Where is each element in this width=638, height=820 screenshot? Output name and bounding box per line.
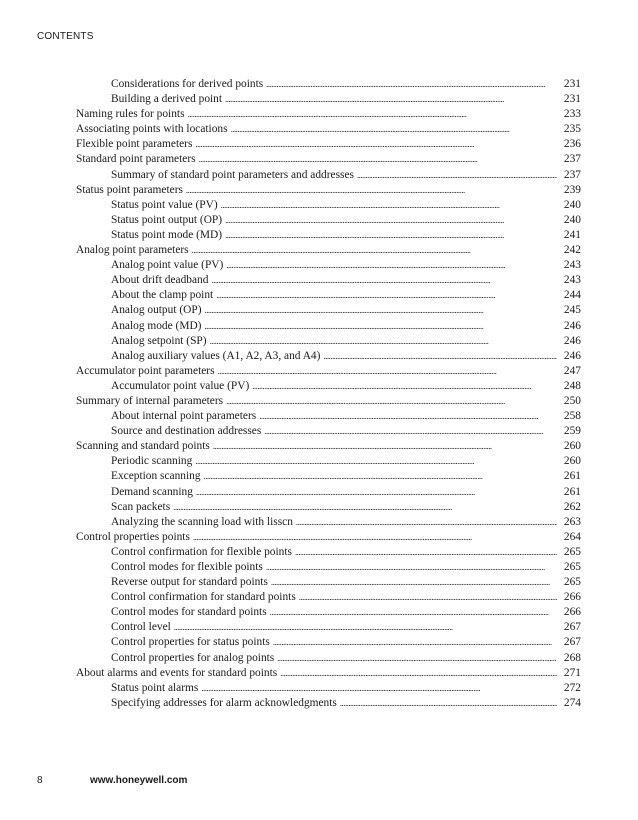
toc-entry-page-number[interactable]: 245	[563, 304, 581, 317]
toc-dot-leader	[225, 213, 557, 228]
toc-entry[interactable]	[76, 409, 581, 424]
toc-entry[interactable]	[76, 530, 581, 545]
toc-entry-title[interactable]: Considerations for derived points	[111, 78, 264, 90]
toc-entry-page-number[interactable]: 241	[563, 228, 581, 241]
toc-entry-title[interactable]: Analog point parameters	[76, 244, 189, 257]
toc-entry-page-number[interactable]: 250	[563, 394, 581, 407]
toc-entry-page-number[interactable]: 244	[563, 289, 581, 302]
toc-entry-title[interactable]: Analyzing the scanning load with lisscn	[111, 515, 293, 528]
toc-dot-leader	[277, 651, 557, 666]
toc-dot-leader	[216, 288, 557, 303]
toc-entry-page-number[interactable]: 233	[563, 108, 581, 121]
toc-entry-page-number[interactable]: 237	[563, 153, 581, 166]
toc-dot-leader	[252, 379, 557, 394]
toc-entry[interactable]	[76, 183, 581, 198]
toc-entry[interactable]	[76, 620, 581, 635]
toc-entry-title[interactable]: Summary of standard point parameters and addresses	[111, 168, 354, 181]
toc-dot-leader	[299, 590, 557, 605]
toc-entry[interactable]	[76, 590, 581, 605]
toc-entry-page-number[interactable]: 266	[563, 606, 581, 619]
toc-entry-page-number[interactable]: 247	[563, 364, 581, 377]
toc-dot-leader	[340, 696, 557, 711]
toc-entry-page-number[interactable]: 231	[563, 78, 581, 90]
toc-entry-page-number[interactable]: 267	[563, 621, 581, 634]
toc-entry[interactable]	[76, 515, 581, 530]
toc-entry[interactable]	[76, 485, 581, 500]
toc-entry-title[interactable]: Accumulator point parameters	[76, 364, 215, 377]
toc-entry-page-number[interactable]: 261	[563, 485, 581, 498]
toc-entry-title[interactable]: Naming rules for points	[76, 108, 185, 121]
toc-entry-title[interactable]: Analog point value (PV)	[111, 259, 224, 272]
footer-website-link[interactable]: www.honeywell.com	[90, 775, 188, 786]
toc-entry[interactable]	[76, 349, 581, 364]
toc-entry[interactable]	[76, 334, 581, 349]
toc-dot-leader	[226, 394, 557, 409]
toc-entry[interactable]	[76, 77, 581, 92]
toc-dot-leader	[225, 228, 557, 243]
toc-entry-title[interactable]: About the clamp point	[111, 289, 214, 302]
toc-entry[interactable]	[76, 258, 581, 273]
toc-dot-leader	[218, 364, 557, 379]
toc-dot-leader	[195, 137, 557, 152]
toc-dot-leader	[213, 439, 557, 454]
toc-dot-leader	[259, 409, 557, 424]
toc-dot-leader	[186, 183, 557, 198]
toc-entry-title[interactable]: Control modes for flexible points	[111, 561, 263, 573]
toc-entry[interactable]	[76, 560, 581, 575]
toc-dot-leader	[210, 334, 557, 349]
toc-entry-page-number[interactable]: 240	[563, 198, 581, 211]
table-of-contents	[76, 77, 581, 711]
toc-entry[interactable]	[76, 394, 581, 409]
toc-entry-title[interactable]: Reverse output for standard points	[111, 576, 268, 589]
toc-entry-title[interactable]: Control properties points	[76, 530, 190, 543]
toc-entry[interactable]	[76, 681, 581, 696]
toc-entry-page-number[interactable]: 274	[563, 696, 581, 709]
toc-entry-title[interactable]: Control level	[111, 621, 171, 634]
toc-dot-leader	[174, 620, 557, 635]
toc-entry-title[interactable]: Control confirmation for standard points	[111, 591, 296, 604]
toc-entry[interactable]	[76, 107, 581, 122]
toc-entry-title[interactable]: Analog output (OP)	[111, 304, 202, 317]
toc-entry-page-number[interactable]: 239	[563, 183, 581, 196]
toc-entry[interactable]	[76, 439, 581, 454]
toc-entry-title[interactable]: Status point output (OP)	[111, 213, 223, 226]
toc-entry-page-number[interactable]: 268	[563, 651, 581, 664]
toc-entry[interactable]	[76, 122, 581, 137]
toc-entry-title[interactable]: Control confirmation for flexible points	[111, 545, 292, 558]
toc-entry-page-number[interactable]: 237	[563, 168, 581, 181]
toc-dot-leader	[225, 92, 557, 107]
toc-entry-title[interactable]: Analog auxiliary values (A1, A2, A3, and A4)	[111, 349, 321, 362]
toc-entry[interactable]	[76, 137, 581, 152]
toc-entry[interactable]	[76, 469, 581, 484]
toc-entry[interactable]	[76, 635, 581, 650]
toc-entry-page-number[interactable]: 258	[563, 410, 581, 423]
toc-entry-title[interactable]: Building a derived point	[111, 93, 223, 106]
toc-entry-page-number[interactable]: 272	[563, 681, 581, 694]
toc-entry[interactable]	[76, 319, 581, 334]
toc-dot-leader	[192, 243, 557, 258]
toc-entry-page-number[interactable]: 242	[563, 244, 581, 257]
toc-entry-page-number[interactable]: 236	[563, 138, 581, 151]
page-header	[37, 31, 94, 42]
toc-entry-title[interactable]: Status point value (PV)	[111, 198, 218, 211]
toc-entry-title[interactable]: Status point parameters	[76, 183, 183, 196]
toc-entry-title[interactable]: Standard point parameters	[76, 153, 196, 166]
toc-entry[interactable]	[76, 152, 581, 167]
toc-dot-leader	[199, 152, 557, 167]
toc-entry-title[interactable]: Status point alarms	[111, 681, 199, 694]
toc-dot-leader	[273, 635, 557, 650]
toc-entry[interactable]	[76, 424, 581, 439]
toc-entry-page-number[interactable]: 248	[563, 379, 581, 392]
toc-dot-leader	[204, 319, 557, 334]
toc-entry-page-number[interactable]: 259	[563, 425, 581, 438]
toc-entry-page-number[interactable]: 266	[563, 591, 581, 604]
toc-entry-page-number[interactable]: 260	[563, 440, 581, 453]
toc-entry-title[interactable]: Analog mode (MD)	[111, 319, 202, 332]
toc-dot-leader	[266, 560, 557, 575]
toc-entry-title[interactable]: Accumulator point value (PV)	[111, 379, 250, 392]
toc-dot-leader	[226, 258, 557, 273]
toc-entry[interactable]	[76, 666, 581, 681]
toc-entry[interactable]	[76, 228, 581, 243]
toc-entry-page-number[interactable]: 262	[563, 500, 581, 513]
toc-entry[interactable]	[76, 213, 581, 228]
toc-entry[interactable]	[76, 92, 581, 107]
toc-entry-title[interactable]: Summary of internal parameters	[76, 394, 224, 407]
toc-entry[interactable]	[76, 303, 581, 318]
toc-entry-page-number[interactable]: 260	[563, 455, 581, 468]
toc-dot-leader	[193, 530, 557, 545]
toc-dot-leader	[270, 605, 557, 620]
toc-entry-title[interactable]: About alarms and events for standard points	[76, 666, 278, 679]
toc-dot-leader	[195, 454, 557, 469]
toc-entry-title[interactable]: Source and destination addresses	[111, 425, 262, 438]
toc-dot-leader	[357, 168, 557, 183]
toc-entry[interactable]	[76, 288, 581, 303]
toc-entry-page-number[interactable]: 243	[563, 259, 581, 272]
toc-entry[interactable]	[76, 696, 581, 711]
toc-entry-page-number[interactable]: 243	[563, 274, 581, 287]
toc-dot-leader	[211, 273, 557, 288]
toc-entry-page-number[interactable]: 265	[563, 576, 581, 589]
toc-entry-page-number[interactable]: 264	[563, 530, 581, 543]
toc-entry-title[interactable]: Demand scanning	[111, 485, 193, 498]
toc-entry-title[interactable]: Flexible point parameters	[76, 138, 193, 151]
toc-dot-leader	[231, 122, 557, 137]
toc-dot-leader	[205, 303, 558, 318]
toc-entry-page-number[interactable]: 246	[563, 319, 581, 332]
section-title: CONTENTS	[37, 31, 94, 42]
toc-entry-page-number[interactable]: 246	[563, 334, 581, 347]
toc-entry-title[interactable]: Specifying addresses for alarm acknowledgments	[111, 696, 337, 709]
toc-dot-leader	[266, 77, 557, 92]
toc-dot-leader	[323, 349, 557, 364]
toc-dot-leader	[221, 198, 557, 213]
toc-entry-title[interactable]: Exception scanning	[111, 470, 201, 483]
toc-dot-leader	[296, 515, 557, 530]
toc-entry[interactable]	[76, 545, 581, 560]
toc-entry-page-number[interactable]: 265	[563, 561, 581, 573]
toc-entry-page-number[interactable]: 240	[563, 213, 581, 226]
toc-dot-leader	[204, 469, 557, 484]
toc-entry-title[interactable]: About drift deadband	[111, 274, 209, 287]
toc-entry-page-number[interactable]: 261	[563, 470, 581, 483]
toc-entry[interactable]	[76, 198, 581, 213]
toc-entry[interactable]	[76, 168, 581, 183]
toc-entry-page-number[interactable]: 263	[563, 515, 581, 528]
toc-dot-leader	[264, 424, 557, 439]
toc-entry[interactable]	[76, 273, 581, 288]
toc-dot-leader	[295, 545, 557, 560]
toc-dot-leader	[173, 500, 557, 515]
toc-entry[interactable]	[76, 379, 581, 394]
toc-entry-page-number[interactable]: 235	[563, 123, 581, 136]
toc-entry[interactable]	[76, 575, 581, 590]
toc-entry-page-number[interactable]: 246	[563, 349, 581, 362]
toc-entry[interactable]	[76, 651, 581, 666]
toc-dot-leader	[196, 485, 557, 500]
toc-dot-leader	[201, 681, 557, 696]
toc-dot-leader	[280, 666, 557, 681]
toc-entry-page-number[interactable]: 265	[563, 545, 581, 558]
toc-entry-title[interactable]: About internal point parameters	[111, 410, 257, 423]
toc-entry-title[interactable]: Status point mode (MD)	[111, 228, 223, 241]
page-number: 8	[37, 775, 43, 786]
toc-entry-title[interactable]: Scan packets	[111, 500, 171, 513]
toc-entry-title[interactable]: Scanning and standard points	[76, 440, 210, 453]
toc-dot-leader	[271, 575, 557, 590]
toc-entry-title[interactable]: Control modes for standard points	[111, 606, 267, 619]
toc-entry-page-number[interactable]: 271	[563, 666, 581, 679]
toc-entry-page-number[interactable]: 267	[563, 636, 581, 649]
toc-entry[interactable]	[76, 243, 581, 258]
toc-entry-title[interactable]: Associating points with locations	[76, 123, 228, 136]
toc-entry[interactable]	[76, 364, 581, 379]
toc-entry-title[interactable]: Control properties for status points	[111, 636, 270, 649]
toc-entry[interactable]	[76, 605, 581, 620]
toc-entry-title[interactable]: Periodic scanning	[111, 455, 193, 468]
toc-entry[interactable]	[76, 500, 581, 515]
toc-entry[interactable]	[76, 454, 581, 469]
toc-entry-title[interactable]: Control properties for analog points	[111, 651, 275, 664]
toc-dot-leader	[188, 107, 557, 122]
toc-entry-title[interactable]: Analog setpoint (SP)	[111, 334, 207, 347]
toc-entry-page-number[interactable]: 231	[563, 93, 581, 106]
